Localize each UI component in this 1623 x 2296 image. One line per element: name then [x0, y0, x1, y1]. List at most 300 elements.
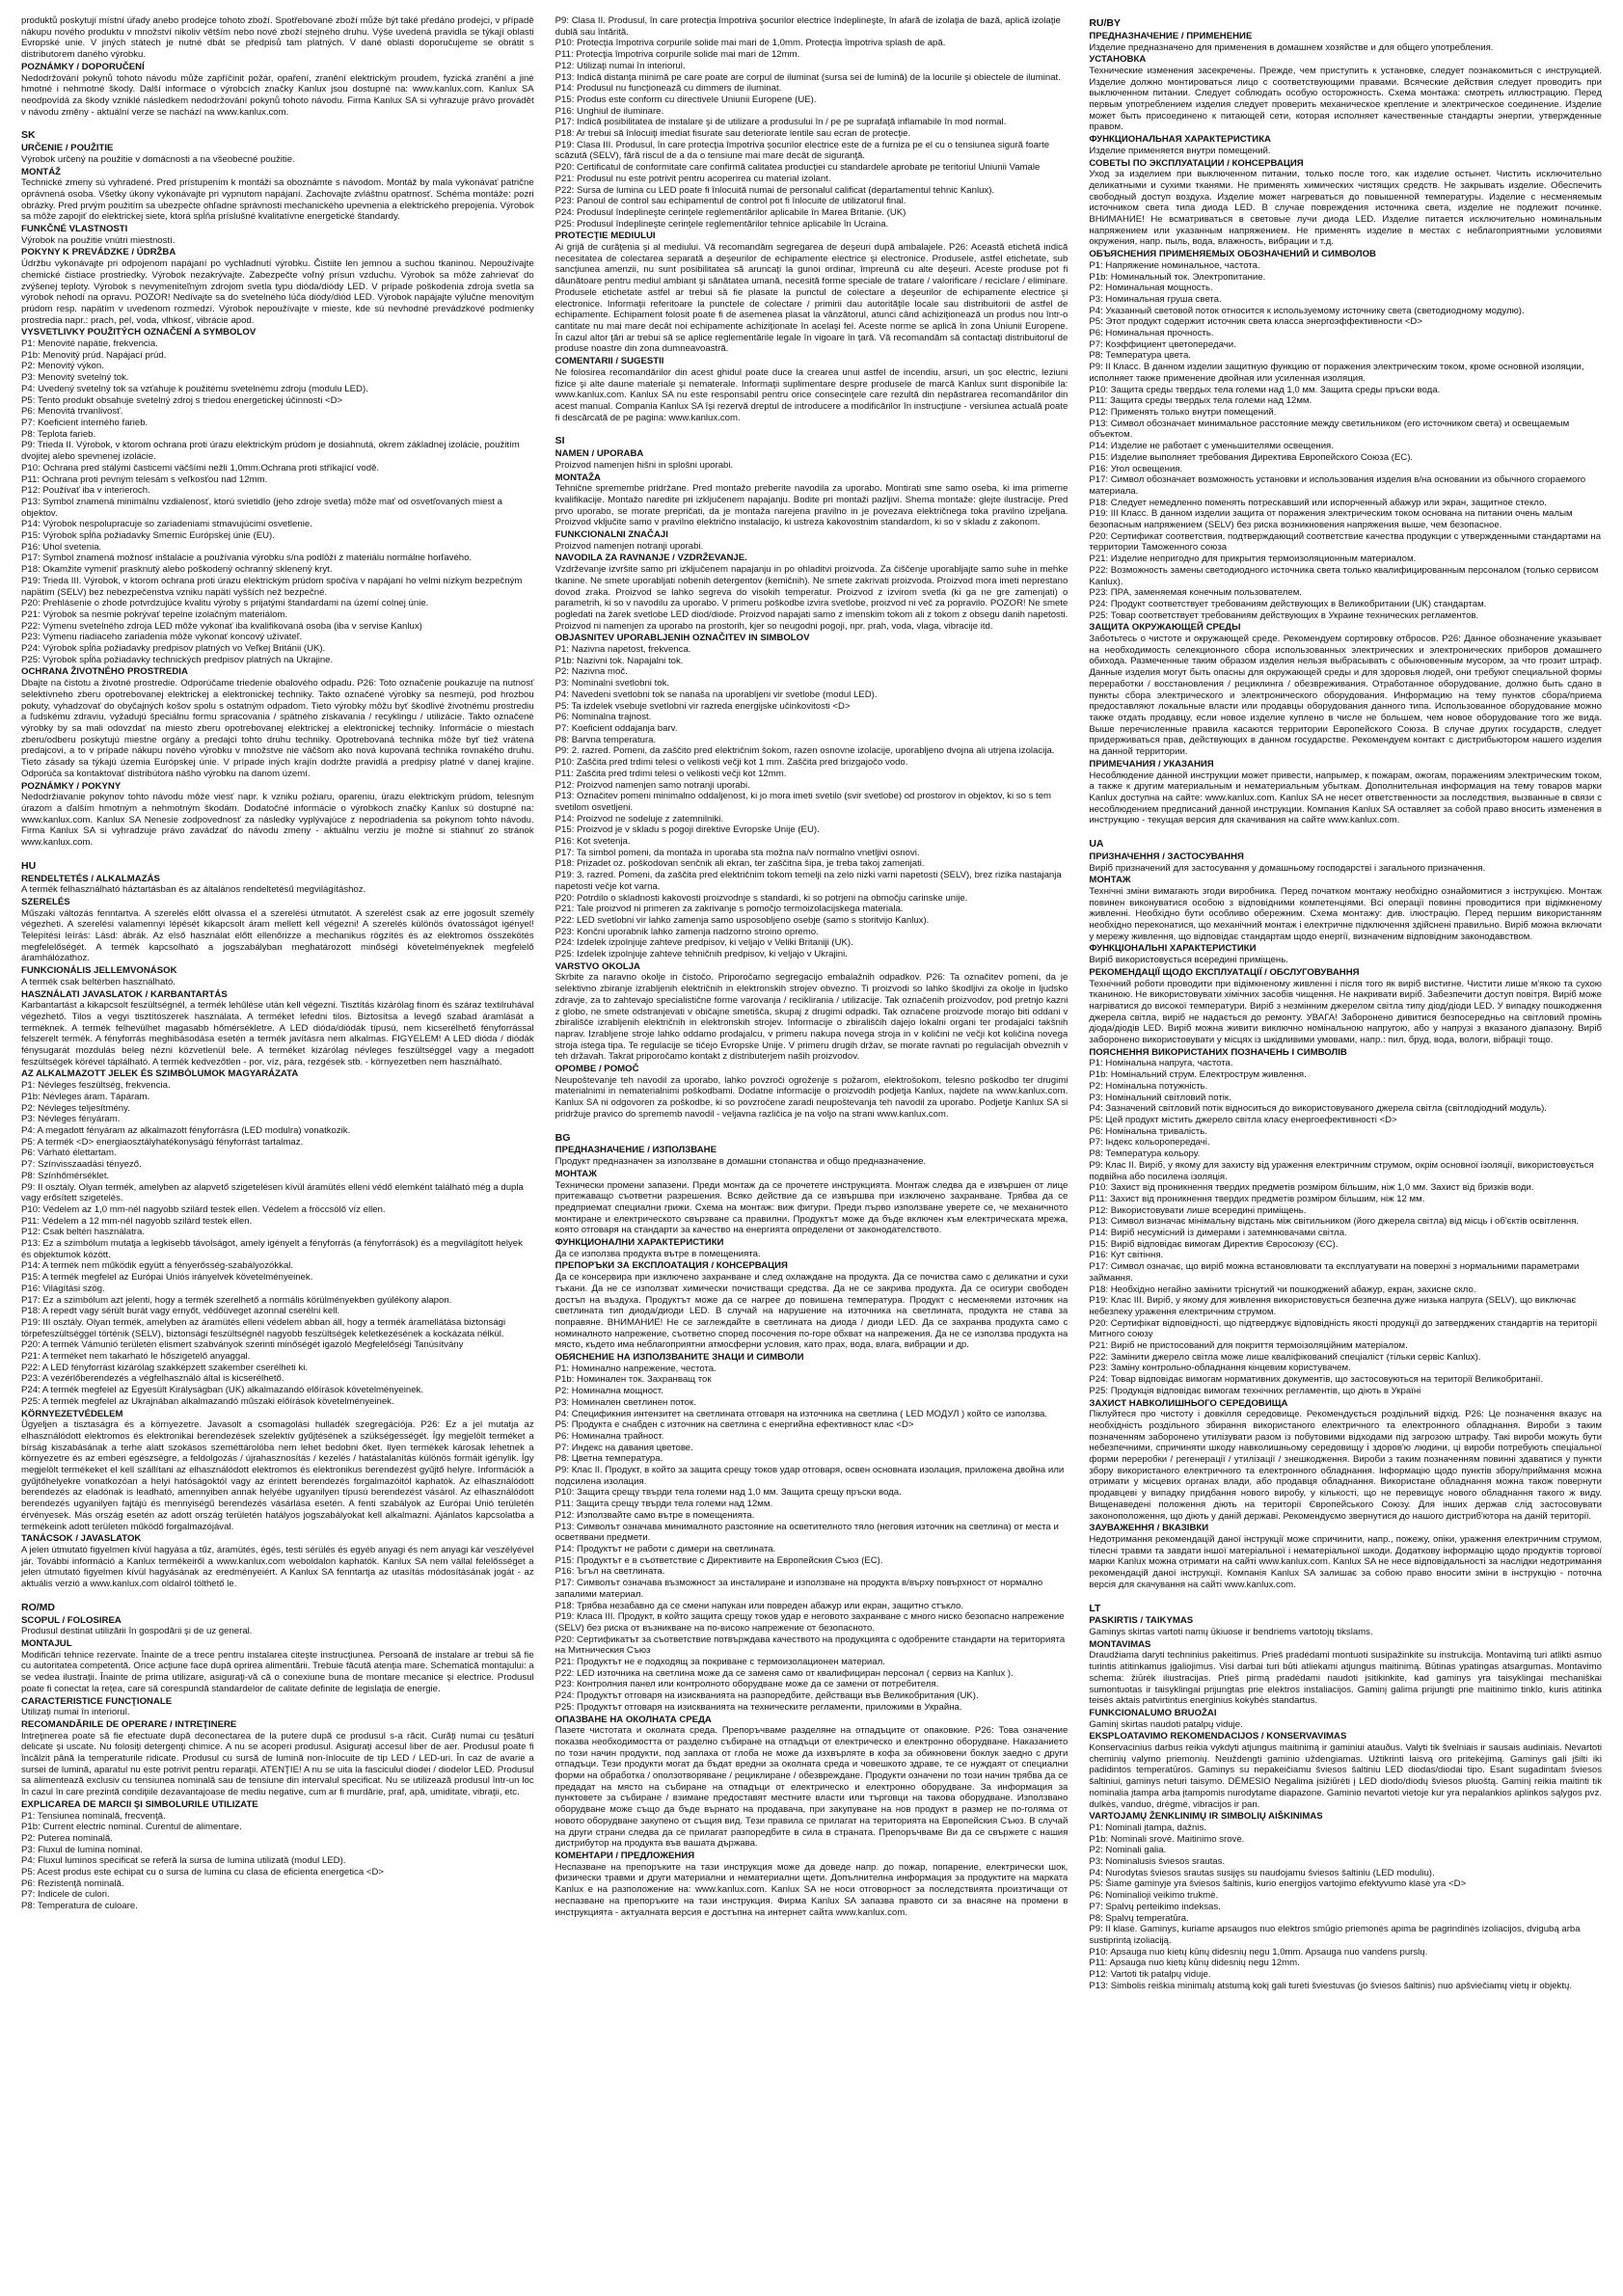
language-section	[21, 129, 534, 848]
symbol-explanation: P1: Névleges feszültség, frekvencia.	[21, 1080, 171, 1092]
column-2	[555, 15, 1068, 2286]
symbol-explanation: P12: Utilizaţi numai în interiorul.	[555, 60, 686, 71]
symbol-explanation: P9: Клас II. Продукт, в който за защита срещу токов удар отговаря, освен основната изолация, приложена двойна или подсилена изолация.	[555, 1465, 1065, 1487]
symbol-explanation: P17: Indică posibilitatea de instalare şi de utilizare a produsului în / pe pe suprafaţă inflamabile în mod normal.	[555, 117, 1007, 128]
symbol-explanation: P12: Vartoti tik patalpų viduje.	[1089, 1969, 1211, 1981]
section-heading: CARACTERISTICE FUNCŢIONALE	[21, 1695, 173, 1707]
section-heading: ПРИЗНАЧЕННЯ / ЗАСТОСУВАННЯ	[1089, 851, 1244, 862]
symbol-explanation: P14: Изделие не работает с уменьшителями освещения.	[1089, 441, 1334, 452]
language-section	[1089, 838, 1602, 1591]
symbol-explanation: P23: ПРА, заменяемая конечным пользователем.	[1089, 587, 1302, 599]
symbol-explanation: P20: Prehlásenie o zhode potvrdzujúce kvalitu výroby s prijatými štandardami na území colnej únie.	[21, 598, 429, 609]
section-heading: FUNKČNÉ VLASTNOSTI	[21, 224, 128, 235]
symbol-explanation: P4: A megadott fényáram az alkalmazott fényforrásra (LED modulra) vonatkozik.	[21, 1124, 351, 1136]
symbol-explanation: P25: Výrobok spĺňa požiadavky technických predpisov platných na Ukrajine.	[21, 654, 334, 665]
section-paragraph: Konservacinius darbus reikia vykdyti atjungus maitinimą ir gaminiui atauðus. Valyti tik švelniais ir sausais audiniais. Nevartoti cheminių valymo priemonių. Neuždengti gaminio uždengiamas. Užtikrinti laisvą oro pritekėjimą. Gaminys gali įšilti iki padidintos temperatūros. Gaminys su nepakeičiamu šviesos šaltiniu LED diodas/diodai tipo. Esant sugadintam šviesos šaltiniui, gaminys neturi taisymo. DĖMESIO Negalima įsižiūrėti į LED diodo/diodų šviesos pluoštą. Gaminį reikia maitinti tik nominalia įtampa arba įtampomis nurodytame diapazone. Gaminio nevartoti vietoje kur yra nepalankios aplinkos sąlygos pvz. dulkės, vanduo, drėgmė, vibracijos ir pan.	[1089, 1742, 1602, 1810]
section-heading: FUNKCIONÁLIS JELLEMVONÁSOK	[21, 965, 177, 977]
symbol-explanation: P22: A LED fényforrást kizárólag szakképzett szakember cserélheti ki.	[21, 1362, 309, 1373]
symbol-explanation: P15: A termék megfelel az Európai Uniós irányelvek követelményeinek.	[21, 1272, 313, 1283]
symbol-explanation: P12: Používať iba v interieroch.	[21, 485, 150, 497]
section-heading: ФУНКЦИОНАЛЬНАЯ ХАРАКТЕРИСТИКА	[1089, 134, 1271, 146]
symbol-explanation: P14: Produsul nu funcţionează cu dimmers de iluminat.	[555, 83, 782, 95]
symbol-explanation: P1: Напряжение номинальное, частота.	[1089, 259, 1260, 271]
section-paragraph: Неспазване на препоръките на тази инструкция може да доведе напр. до пожар, попарение, електрически шок, физически травми и други материални и нематериални щети. Допълнителна информация за продуктите на марката Kanlux е на разположение на: www.kanlux.com. Kanlux SA не носи отговорност за последствията произтичащи от неспазване на препоръките на тази инструкция. Фирма Kanlux SA запазва правото си за внасяне на промени в инструкцията - актуалната версия е достъпна на интернет сайта www.kanlux.com.	[555, 1861, 1068, 1918]
symbol-explanation: P4: Fluxul luminos specificat se referă la sursa de lumina utilizată (modul LED).	[21, 1855, 346, 1867]
section-paragraph: Výrobok určený na použitie v domácnosti a na všeobecné použitie.	[21, 153, 295, 165]
symbol-explanation: P16: Unghiul de iluminare.	[555, 105, 664, 117]
section-heading: NAMEN / UPORABA	[555, 448, 644, 460]
language-code: SK	[21, 129, 36, 142]
symbol-explanation: P1: Номінальна напруга, частота.	[1089, 1058, 1233, 1069]
section-heading: OBJASNITEV UPORABLJENIH OZNAČITEV IN SIMBOLOV	[555, 633, 810, 644]
symbol-explanation: P23: Končni uporabnik lahko zamenja nadzorno stroino opremo.	[555, 926, 819, 937]
symbol-explanation: P4: Зазначений світловий потік відноситься до використовуваного джерела світла (світлодіодний модуль).	[1089, 1103, 1547, 1115]
symbol-explanation: P6: Nominalna trajnost.	[555, 712, 652, 723]
symbol-explanation: P6: Номинална трайност.	[555, 1430, 664, 1442]
section-heading: TANÁCSOK / JAVASLATOK	[21, 1533, 142, 1545]
symbol-explanation: P17: Символ означає, що виріб можна встановлювати та експлуатувати на поверхні з нормальними параметрами займання.	[1089, 1261, 1580, 1283]
section-heading: OCHRANA ŽIVOTNÉHO PROSTREDIA	[21, 666, 188, 678]
language-section	[21, 860, 534, 1590]
section-paragraph: Піклуйтеся про чистоту і довкілля середовище. Рекомендується роздільний відхід. P26: Це позначення вказує на необхідність роздільного збирання використаного електричного та електронного обладнання. Вироби з таким позначенням заборонено утилізувати разом із побутовими відходами під загрозою штрафу. Такі вироби можуть бути небезпечними, спричиняти шкоду навколишньому середовищу і здоров'ю людини, ці вироби потребують спеціальної форми переробки / регенерації / утилізації / знешкодження. Вироби з таким позначенням повинні здаватися у пункти збору використаного електричного та електронного обладнання. Інформацію щодо пунктів збору/приймання можна отримати у місцевих органах влади, або продавця обладнання. Використане обладнання можна також повернути продавцеві у випадку придбання нового виробу, у кількості, що не перевищує нового обладнання такого ж виду. Вищенаведені положення діють на території Європейського Союзу. Для інших держав слід застосовувати законоположення, що діють у даній державі. Рекомендуємо звернутися до нашого дистриб'ютора на даній території.	[1089, 1409, 1602, 1522]
symbol-explanation: P20: Сертификат соответствия, подтверждающий соответствие качества продукции с утвержденными стандартами на территории Таможенного союза	[1089, 530, 1602, 554]
section-heading: ФУНКЦИОНАЛНИ ХАРАКТЕРИСТИКИ	[555, 1237, 724, 1249]
section-heading: MONTAŽA	[555, 472, 601, 483]
symbol-explanation: P13: Indică distanţa minimă pe care poate are corpul de iluminat (sursa sei de lumină) de la locurile şi obiectele de iluminat.	[555, 71, 1061, 83]
symbol-explanation: P6: Rezistenţă nominală.	[21, 1877, 124, 1889]
symbol-explanation: P12: Използвайте само вътре в помещенията.	[555, 1509, 755, 1521]
symbol-explanation: P8: Spalvų temperatūra.	[1089, 1912, 1189, 1924]
symbol-explanation: P22: Замінити джерело світла може лише кваліфікований спеціаліст (тільки сервіс Kanlux).	[1089, 1351, 1481, 1363]
symbol-explanation: P23: Panoul de control sau echipamentul de control pot fi înlocuite de utilizatorul final.	[555, 196, 906, 207]
symbol-explanation: P6: Menovitá trvanlivosť.	[21, 406, 123, 418]
symbol-explanation: P22: LED svetlobni vir lahko zamenja samo usposobljeno osebje (samo s storitvijo Kanlux).	[555, 914, 930, 926]
section-heading: PASKIRTIS / TAIKYMAS	[1089, 1615, 1194, 1627]
section-heading: COMENTARII / SUGESTII	[555, 356, 664, 367]
symbol-explanation: P10: Protecţia împotriva corpurile solide mai mari de 1,0mm. Protecţia împotriva splash de apă.	[555, 38, 946, 49]
symbol-explanation: P16: Uhol svetenia.	[21, 541, 102, 553]
symbol-explanation: P14: Виріб несумісний із димерами і затемнювачами світла.	[1089, 1228, 1347, 1239]
section-paragraph: Dbajte na čistotu a životné prostredie. Odporúčame triedenie obalového odpadu. P26: Toto označenie poukazuje na nutnosť selektívneho zberu opotrebovanej elektrickej a elektronickej techniky. Takto označené výrobky sa nesmejú, pod hrozbou pokuty, vyhadzovať do obyčajných košov spolu s ostatným odpadom. Tieto výrobky môžu byť škodlivé životnému prostrediu a ľudskému zdraviu, vyžadujú špeciálnu formu spracovania / spätného získavania / recyklingu / utilizácie. Takto označené výrobky by sa mali odovzdať na miesto zberu opotrebovanej elektrickej a elektronickej techniky. Informácie o miestach zberu/odberu poskytujú miestne orgány a predajci tohto druhu techniky. Opotrebovaná technika môže byť tiež vrátená predajcovi, a to v prípade nákupu nového výrobku v množstve nie väčšom ako nová kupovaná technika rovnakého druhu. Tieto zásady sa týkajú územia Európskej únie. V prípade iných krajín dodržte pravidlá a predpisy platné v danej krajine. Odporúča sa kontaktovať distribútora nášho výrobku na danom území.	[21, 678, 534, 779]
section-heading: МОНТАЖ	[555, 1168, 597, 1179]
symbol-explanation: P17: Symbol znamená možnosť inštalácie a používania výrobku s/na podlôží z materiálu normálne horľavého.	[21, 553, 473, 564]
symbol-explanation: P24: Výrobok spĺňa požiadavky predpisov platných vo Veľkej Británii (UK).	[21, 643, 326, 655]
symbol-explanation: P10: Zaščita pred trdimi telesi o velikosti večji kot 1 mm. Zaščita pred brizgajočo vodo.	[555, 757, 908, 769]
symbol-explanation: P18: Необхідно негайно замінити тріснутий чи пошкоджений абажур, екран, захисне скло.	[1089, 1283, 1476, 1295]
symbol-explanation: P2: Номінальна потужність.	[1089, 1080, 1208, 1092]
section-heading: PROTECŢIE MEDIULUI	[555, 230, 656, 242]
symbol-explanation: P20: Сертификатът за съответствие потвърждава качеството на продукцията с одобрените стандарти на територията на Митническия Съюз	[555, 1634, 1066, 1657]
symbol-explanation: P16: Кут світіння.	[1089, 1250, 1164, 1261]
symbol-explanation: P21: A terméket nem takarható le hőszigetelő anyaggal.	[21, 1351, 251, 1363]
section-paragraph: Технічний роботи проводити при відімкненому живленні і після того як виріб вистигне. Чистити лише м'якою та сухою тканиною. Не використовувати хімічних засобів чищення. Не накривати виріб. Забезпечити доступ повітря. Виріб може нагріватися до високої температури. Виріб з незмінним джерелом світла типу діод/діоди LED. У випадку пошкодження джерела світла, виріб не надається до ремонту. УВАГА! Заборонено дивитися безпосередньо на світловий промінь діода/діодів LED. Виріб можна живити виключно номінальною напругою, або у напрузі з вказаного діапазону. Виріб заборонено використовувати у місцях із шкідливими умовами, напр.: пил, бруд, вода, вологи, вібрації тощо.	[1089, 978, 1602, 1046]
section-heading: VARSTVO OKOLJA	[555, 960, 640, 972]
symbol-explanation: P16: Világítási szög.	[21, 1283, 105, 1294]
section-heading: ОБЪЯСНЕНИЯ ПРИМЕНЯЕМЫХ ОБОЗНАЧЕНИЙ И СИМВОЛОВ	[1089, 249, 1376, 260]
symbol-explanation: P13: Symbol znamená minimálnu vzdialenosť, ktorú svietidlo (jeho zdroje svetla) môže mať od osvetľovaných miest a objektov.	[21, 496, 502, 519]
symbol-explanation: P12: Використовувати лише всередині приміщень.	[1089, 1204, 1307, 1216]
symbol-explanation: P8: Barvna temperatura.	[555, 734, 657, 745]
section-heading: ФУНКЦІОНАЛЬНІ ХАРАКТЕРИСТИКИ	[1089, 943, 1257, 955]
symbol-explanation: P17: Символът означава възможност за инсталиране и използване на продукта в/върху повърхност от нормално запалими материал.	[555, 1578, 1043, 1600]
symbol-explanation: P19: Класа III. Продукт, в който защита срещу токов удар е неговото захранване с много ниско безопасно напрежение (SELV) без риска от възникване на по-високо напрежение от безопасното.	[555, 1611, 1065, 1634]
symbol-explanation: P24: A termék megfelel az Egyesült Királyságban (UK) alkalmazandó előírások követelményeinek.	[21, 1385, 424, 1396]
symbol-explanation: P3: Nominalni svetlobni tok.	[555, 678, 670, 689]
symbol-explanation: P13: Ez a szimbólum mutatja a legkisebb távolságot, amely igényelt a fényforrás (a fényforrások) és a megvilágított helyek és objektumok között.	[21, 1238, 523, 1260]
symbol-explanation: P24: Produsul îndeplineşte cerinţele reglementărilor aplicabile în Marea Britanie. (UK)	[555, 206, 906, 218]
symbol-explanation: P16: Kot svetenja.	[555, 836, 631, 848]
symbol-explanation: P5: Ta izdelek vsebuje svetlobni vir razreda energijske učinkovitosti <D>	[555, 700, 851, 712]
language-section	[555, 1132, 1068, 1919]
symbol-explanation: P2: Nazivna moč.	[555, 666, 628, 678]
symbol-explanation: P3: Menovitý svetelný tok.	[21, 372, 129, 384]
symbol-explanation: P15: Продуктът е в съответствие с Директивите на Европейския Съюз (ЕС).	[555, 1554, 883, 1566]
symbol-explanation: P1b: Номінальний струм. Електрострум живлення.	[1089, 1069, 1307, 1081]
symbol-explanation: P12: Применять только внутри помещений.	[1089, 407, 1277, 418]
symbol-explanation: P14: Výrobok nespolupracuje so zariadeniami stmavujúcimi osvetlenie.	[21, 519, 312, 530]
section-paragraph: Пазете чистотата и околната среда. Препоръчваме разделяне на отпадъците от опаковкие. P26: Това означение показва необходимостта от разделно събиране на отпадъци от електрическо и електронно оборудване. Наказанието по този начин продукти, под заплаха от глоба не може да изхвърляте в кофа за обикновени боклук заедно с други отпадъци. Тези продукти могат да бъдат вредни за околната среда и човешкото здраве, те се нуждаят от специални форми на обработка / оползотворяване / рециклиране / обезвреждане. Продукти означени по този начин трябва да се предадат на място на събиране на отпадъци от електрическо и електронно оборудване. За информация за пунктовете за събиране / взимане предоставят местните власти или търговци на такова оборудване. Използвано оборудване може също да бъде върнато на продавача, при закупуване на нов продукт в размер не по-голяма от новото оборудване закупено от същия вид. Тези правила се прилагат на територията на Европейския Съюз. В случай на други страни следва да се прилагат разпоредбите в сила в страната. Препоръчваме Ви да се свържете с нашия дистрибутор на продукта във вашата държава.	[555, 1725, 1068, 1850]
section-paragraph: Ai grijă de curăţenia şi al mediului. Vă recomandăm segregarea de deşeuri după ambalajele. P26: Această etichetă indică necesitatea de colectarea separată a deşeurilor de echipamente electrice şi electronice. Produsele, astfel etichetate, sub sancţiunea amenzii, nu sunt posibilitatea să aruncaţi la gunoi ordinar, împreună cu alte deşeuri. Aceste produse pot fi dăunătoare pentru mediul ambiant şi sănătatea umană, necesită forme speciale de tratare / valorificare / reciclare / eliminare. Produsele etichetate astfel ar trebui să fie plasate la punctul de colectare a deşeurilor de echipamente electrice şi electronice. Informaţii referitoare la punctele de colectare / primirii dau autorităţile locale sau distribuitorii de astfel de echipamente. Echipament folosit poate fi de asemenea plasat la vânzătorul, atunci când achiziţionează un produs nou într-o cantitate nu mai mare decât noi echipamente achiziţionate în acelaşi fel. Aceste norme se aplică în zona Uniunii Europene. În cazul altor ţări ar trebui să se aplice reglementările legale în vigoare în ţară. Vă recomandăm să contactaţi distribuitorul de produse noastre din zona dumneavoastră.	[555, 242, 1068, 355]
section-heading: ОПАЗВАНЕ НА ОКОЛНАТА СРЕДА	[555, 1714, 712, 1725]
symbol-explanation: P14: A termék nem működik együtt a fényerősség-szabályozókkal.	[21, 1260, 294, 1272]
symbol-explanation: P13: Символ визначає мінімальну відстань між світильником (його джерела світла) від місць і об'єктів освітлення.	[1089, 1216, 1580, 1228]
symbol-explanation: P13: Simbolis reiškia minimalų atstumą kokį gali turėti šviestuvas (jo šviesos šaltinis) nuo apšviečiamų vietų ir objektų.	[1089, 1980, 1573, 1991]
symbol-explanation: P18: Prizadet oz. poškodovan senčnik ali ekran, ter zaščitna šipa, je treba takoj zamenjati.	[555, 858, 925, 870]
section-heading: POZNÁMKY / POKYNY	[21, 780, 122, 792]
language-code: BG	[555, 1131, 571, 1144]
symbol-explanation: P8: Температура кольору.	[1089, 1148, 1201, 1160]
symbol-explanation: P25: Продукція відповідає вимогам технічних регламентів, що діють в Україні	[1089, 1385, 1421, 1396]
section-heading: MONTAJUL	[21, 1638, 72, 1650]
section-paragraph: Продукт предназначен за използване в домашни стопанства и общо предназначение.	[555, 1156, 927, 1168]
symbol-explanation: P18: Ar trebui să înlocuiţi imediat fisurate sau deteriorate lentile sau ecran de protecţie.	[555, 128, 911, 140]
symbol-explanation: P9: Clasa II. Produsul, în care protecţia împotriva şocurilor electrice îndeplineşte, în afară de izolaţia de bază, aplică izolaţie dublă sau întărită.	[555, 15, 1061, 38]
symbol-explanation: P10: Защита срещу твърди тела големи над 1,0 мм. Защита срещу пръски вода.	[555, 1487, 902, 1499]
symbol-explanation: P10: Védelem az 1,0 mm-nél nagyobb szilárd testek ellen. Védelem a fröccsölő víz ellen.	[21, 1203, 386, 1215]
symbol-explanation: P4: Navedeni svetlobni tok se nanaša na uporabljeni vir svetlobe (modul LED).	[555, 689, 878, 700]
symbol-explanation: P8: Temperatura de culoare.	[21, 1901, 138, 1912]
section-heading: URČENIE / POUŽITIE	[21, 143, 114, 154]
symbol-explanation: P8: Teplota farieb.	[21, 428, 96, 440]
symbol-explanation: P5: A termék <D> energiaosztályhatékonyságú fényforrást tartalmaz.	[21, 1136, 304, 1148]
symbol-explanation: P23: Výmenu riadiaceho zariadenia môže vykonať koncový užívateľ.	[21, 632, 303, 643]
symbol-explanation: P1b: Menovitý prúd. Napájací prúd.	[21, 349, 167, 361]
symbol-explanation: P21: Продуктът не е подходящ за покриване с термоизолационен материал.	[555, 1657, 885, 1668]
section-heading: ПРЕДНАЗНАЧЕНИЕ / ИЗПОЛЗВАНЕ	[555, 1145, 717, 1156]
symbol-explanation: P15: Изделие выполняет требования Директива Европейского Союза (ЕС).	[1089, 451, 1414, 463]
symbol-explanation: P22: Возможность замены светодиодного источника света только квалифицированным персоналом (только сервисом Kanlux).	[1089, 564, 1599, 587]
section-paragraph: Nedodržování pokynů tohoto návodu může zapříčinit požár, opaření, zranění elektrickým proudem, fyzická zranění a jiné hmotné i nehmotné škody. Další informace o výrobcích značky Kanlux jsou dostupné na: www.kanlux.com. Kanlux SA neodpovídá za škody vzniklé následkem nedodržování pokynů tohoto návodu. Firma Kanlux SA si vyhrazuje právo provádět v návodu změny - aktuální verze se nachází na www.kanlux.com.	[21, 72, 534, 118]
section-heading: EKSPLOATAVIMO REKOMENDACIJOS / KONSERVAVIMAS	[1089, 1731, 1347, 1742]
symbol-explanation: P3: Номинален светлинен поток.	[555, 1396, 696, 1408]
symbol-explanation: P2: Номинална мощност.	[555, 1386, 663, 1397]
symbol-explanation: P25: Izdelek izpolnjuje zahteve tehničnih predpisov, ki veljajo v Ukrajini.	[555, 949, 848, 960]
section-heading: POKYNY K PREVÁDZKE / ÚDRŽBA	[21, 247, 176, 258]
symbol-explanation: P14: Продуктът не работи с димери на светлината.	[555, 1544, 776, 1554]
section-paragraph: Utilizaţi numai în interiorul.	[21, 1707, 130, 1718]
symbol-explanation: P7: Індекс кольоропередачі.	[1089, 1137, 1210, 1148]
section-heading: КОМЕНТАРИ / ПРЕДЛОЖЕНИЯ	[555, 1850, 695, 1861]
symbol-explanation: P12: Proizvod namenjen samo notranji uporabi.	[555, 779, 750, 791]
language-section	[21, 1602, 534, 1912]
symbol-explanation: P16: Ъгъл на светлината.	[555, 1566, 665, 1578]
language-code: SI	[555, 435, 565, 447]
symbol-explanation: P1: Номинално напрежение, честота.	[555, 1363, 717, 1374]
symbol-explanation: P21: Tale proizvod ni primeren za zakrivanje s pomočjo termoizolacijskega materiala.	[555, 904, 904, 915]
symbol-explanation: P1: Menovité napätie, frekvencia.	[21, 338, 158, 350]
symbol-explanation: P17: Ta simbol pomeni, da montaža in uporaba sta možna na/v normalno vnetljivi osnovi.	[555, 847, 920, 858]
symbol-explanation: P2: Menovitý výkon.	[21, 361, 104, 372]
section-heading: ПОЯСНЕННЯ ВИКОРИСТАНИХ ПОЗНАЧЕНЬ І СИМВОЛІВ	[1089, 1046, 1347, 1058]
language-section	[1089, 1603, 1602, 1992]
section-paragraph: Gaminį skirtas naudoti patalpų viduje.	[1089, 1718, 1243, 1730]
symbol-explanation: P22: Výmenu svetelného zdroja LED môže vykonať iba kvalifikovaná osoba (iba v servise Kanlux)	[21, 620, 422, 632]
symbol-explanation: P10: Ochrana pred stálými časticemi väčšími nežli 1,0mm.Ochrana proti stříkající vodě.	[21, 462, 380, 473]
symbol-explanation: P25: Товар соответствует требованиям действующих в Украине технических регламентов.	[1089, 609, 1479, 621]
section-paragraph: Технические изменения засекречены. Прежде, чем приступить к установке, следует познакомиться с инструкцией. Изделие должно монтироваться лицо с соответствующими правами. Всяческие действия следует проводить при выключенном питании. Следует соблюдать особую осторожность. Схема монтажа: смотреть иллюстрацию. Перед первым употреблением изделия следует проверить механическое крепление и электрическое соединение. Изделие может быть присоединено к питающей сети, которая исполняет качественные стандарты энергии, утвержденные правом.	[1089, 65, 1602, 133]
symbol-explanation: P7: Spalvų perteikimo indeksas.	[1089, 1901, 1221, 1912]
symbol-explanation: P4: Nurodytas šviesos srautas susijęs su naudojamu šviesos šaltiniu (LED moduliu).	[1089, 1867, 1435, 1878]
symbol-explanation: P20: Certificatul de conformitate care confirmă calitatea producţiei cu standardele aprobate pe teritoriul Uniunii Vamale	[555, 162, 1041, 174]
symbol-explanation: P7: Színvisszaadási tényező.	[21, 1159, 142, 1171]
section-paragraph: Produsul destinat utilizării în gospodării şi de uz general.	[21, 1626, 253, 1637]
section-heading: ЗАЩИТА ОКРУЖАЮЩЕЙ СРЕДЫ	[1089, 622, 1241, 634]
symbol-explanation: P18: Okamžite vymeniť prasknutý alebo poškodený ochranný sklenený kryt.	[21, 564, 333, 576]
symbol-explanation: P23: A vezérlőberendezés a végfelhasználó által is kicserélhető.	[21, 1373, 284, 1385]
section-paragraph: Neupoštevanje teh navodil za uporabo, lahko povzroči ogroženje s požarom, elektrošokom, telesno poškodbo ter drugimi materialnimi in nematerialnimi poškodbami. Dodatne informacije o proizvodih podjetja Kanlux, najdete na www.kanlux.com. Kanlux SA ni odgovoren za poškodbe, ki so povzročene zaradi neupoštevanja teh navodil za uporabo. Podjetje Kanlux SA si pridržuje pravico do sprememb navodil - veljavna različica je na voljo na strani www.kanlux.com.	[555, 1074, 1068, 1120]
symbol-explanation: P15: Proizvod je v skladu s pogoji direktive Evropske Unije (EU).	[555, 824, 820, 836]
symbol-explanation: P22: Sursa de lumina cu LED poate fi înlocuită numai de personalul calificat (departamentul tehnic Kanlux).	[555, 184, 995, 196]
symbol-explanation: P14: Proizvod ne sodeluje z zatemnilniki.	[555, 813, 724, 824]
symbol-explanation: P19: III Класс. В данном изделии защита от поражения электрическим током основана на питании очень малым безопасным напряжением (SELV) без риска возникновения напряжения выше, чем безопасное.	[1089, 508, 1573, 531]
section-paragraph: Заботьтесь о чистоте и окружающей среде. Рекомендуем сортировку отбросов. P26: Данное обозначение указывает на необходимость селекционного сбора использованных электрических и электронических приборов домашнего обихода. Размеченные таким образом изделия нельзя выбрасывать с обыкновенным мусором, за что грозит штраф. Данные изделия могут быть опасны для окружающей среды и для здоровья людей, они требуют специальной формы переработки / восстановления / рециклинга / обезвреживания. Отработанное оборудование, должно быть сдано в пункты сбора электрического и электронического оборудования. Информацию на тему пунктов сбора/приема предоставляют локальные власти или продавцы оборудования данного типа. Использованное оборудование можно также отдать продавцу, если новое изделие куплено в числе не большем, чем новое оборудование того же вида. Выше перечисленные правила касаются территории Европейского Союза. В случае других государств, следует придерживаться прав, действующих в данном государстве. Рекомендуем контакт с дистрибьютором нашего изделия на данной территории.	[1089, 634, 1602, 758]
section-heading: СОВЕТЫ ПО ЭКСПЛУАТАЦИИ / КОНСЕРВАЦИЯ	[1089, 157, 1304, 169]
language-section	[21, 15, 534, 118]
symbol-explanation: P23: Заміну контрольно-обладнання кінцевим користувачем.	[1089, 1363, 1351, 1374]
symbol-explanation: P8: Színhőmérséklet.	[21, 1170, 110, 1181]
section-paragraph: Tehnične spremembe pridržane. Pred montažo preberite navodila za uporabo. Montirati sme samo oseba, ki ima primerne kvalifikacije. Montažo naredite pri izključenem napajanju. Bodite pri montaži pazljivi. Shema montaže: glejte ilustracije. Pred prvo uporabo, se morate prepričati, da je montaža narejena pravilno in je povezava električnega toka pravilno izpeljana. Proizvod vključite samo v pravilno električno instalacijo, ki ustreza kakovostnim standardom, ki so v skladu z zakonom.	[555, 483, 1068, 528]
symbol-explanation: P3: Номинальная груша света.	[1089, 293, 1222, 305]
symbol-explanation: P13: Символ обозначает минимальное расстояние между светильником (его источником света) и освещаемым объектом.	[1089, 418, 1570, 441]
symbol-explanation: P6: Várható élettartam.	[21, 1148, 117, 1159]
symbol-explanation: P9: II klasė. Gaminys, kuriame apsaugos nuo elektros smūgio priemonės apima be pagrindinės izoliacijos, dvigubą arba sustiprintą izoliaciją.	[1089, 1924, 1581, 1946]
symbol-explanation: P19: Клас III. Виріб, у якому для живлення використовується безпечна дуже низька напруга (SELV), що виключає небезпеку ураження електричним струмом.	[1089, 1295, 1577, 1317]
section-paragraph: Údržbu vykonávajte pri odpojenom napájaní po vychladnutí výrobku. Čistiite len jemnou a suchou tkaninou. Nepoužívajte chemické čistiace prostriedky. Výrobok nezakrývajte. Zabezpečte voľný prísun vzduchu. Výrobok sa môže zahrievať do zvýšenej teploty. Výrobok s nevymeniteľným zdrojom svetla typu dióda/diódy LED. V prípade poškodenia zdroja svetla sa výrobok nehodí na opravu. POZOR! Nedívajte sa do svetelného lúča diódy/diód LED. Výrobok napájajte výlučne menovitým prúdom resp. napätím v uvedenom rozmedzí. Výrobok nepoužívajte v mieste, kde sú nevhodné prevádzkové podmienky prostredia napr.: prach, pel, voda, vlhkosť, vibrácie apod.	[21, 258, 534, 326]
symbol-explanation: P21: Produsul nu este potrivit pentru acoperirea cu material izolant.	[555, 173, 831, 184]
column-3	[1089, 15, 1602, 2286]
symbol-explanation: P25: Produsul îndeplineşte cerinţele reglementărilor tehnice aplicabile în Ucraina.	[555, 218, 889, 230]
symbol-explanation: P7: Индекс на давания цветове.	[555, 1442, 693, 1453]
symbol-explanation: P24: Izdelek izpolnjuje zahteve predpisov, ki veljajo v Veliki Britaniji (UK).	[555, 937, 853, 949]
section-heading: ПРЕПОРЪКИ ЗА ЕКСПЛОАТАЦИЯ / КОНСЕРВАЦИЯ	[555, 1260, 788, 1272]
symbol-explanation: P15: Виріб відповідає вимогам Директив Євросоюзу (ЄС).	[1089, 1238, 1339, 1250]
section-paragraph: Уход за изделием при выключенном питании, только после того, как изделие остынет. Чистить исключительно деликатными и сухими тканями. Не применять химических чистящих средств. Не закрывать изделие. Обеспечить свободный доступ воздуха. Изделие может нагреваться до повышенной температуры. Изделие с несменяемым источником света типа диода LED. В случае повреждения источника света, изделие не подлежит починке. ВНИМАНИЕ! Не всматриваться в световые лучи диода LED. Изделие питается исключительно номинальным напряжением или указанным напряжением. Не применять изделие в местах с неблагоприятными условиями окружения, напр. пыль, вода, влажность, вибрации и т.д.	[1089, 169, 1602, 248]
symbol-explanation: P5: Продукта е снабден с източник на светлина с енергийна ефективност клас <D>	[555, 1419, 914, 1431]
section-heading: HASZNÁLATI JAVASLATOK / KARBANTARTÁS	[21, 988, 228, 1000]
section-paragraph: Изделие применяется внутри помещений.	[1089, 145, 1271, 156]
section-heading: ПРЕДНАЗНАЧЕНИЕ / ПРИМЕНЕНИЕ	[1089, 30, 1253, 41]
section-heading: VARTOJAMŲ ŽENKLINIMŲ IR SIMBOLIŲ AIŠKINIMAS	[1089, 1811, 1323, 1823]
section-paragraph: Ügyeljen a tisztaságra és a környezetre. Javasolt a csomagolási hulladék szegregációja. P26: Ez a jel mutatja az elhasználódott elektromos és elektronikai berendezések szelektív gyűjtésének a szükségességét. Így megjelölt terméket a bírság kiszabásának a terhe alatt szokásos szeméttárolóba nem lehet bedobni őket. Ilyen termékek károsak lehetnek a környezetre és az emberi egészségre, a feldolgozás / újrahasznosítás / kezelés / hatástalanítás különös formáit igénylik. Így megjelölt termékeket el kell szállítani az elhasználódott elektromos és elektronikus berendezést gyűjtő helyre. Információk a gyűjtőhelyekre vonatkozóan a helyi hatóságoktól vagy az érintett berendezés forgalmazóitól kaphatók. Az elhasználódott berendezés az eladónak is leadható, amennyiben annak helyébe ugyanilyen típusú berendezést vásárol. Az elhasználódott berendezés ugyanilyen fajtájú és mennyiségű berendezés vásárlása esetén. A fenti szabályok az Európai Unió területén érvényesek. Más ország esetén az adott ország területén hatályos jogszabályokat kell alkalmazni. Ajánlatos kapcsolatba a termékeink adott területen működő forgalmazójával.	[21, 1419, 534, 1532]
symbol-explanation: P15: Produs este conform cu directivele Uniunii Europene (UE).	[555, 94, 817, 105]
symbol-explanation: P5: Этот продукт содержит источник света класса энергоэффективности <D>	[1089, 316, 1422, 328]
section-paragraph: Skrbite za naravno okolje in čistočo. Priporočamo segregacijo embalažnih odpadkov. P26: Ta označitev pomeni, da je selektivno zbiranje izrabljenih električnih in elektronskih strojev obvezno. Ti proizvodi so lahko škodljivi za okolje in ljudsko zdravje, za to zahtevajo specialistične forme varovanja / reciklirania / utilizacije. Tak označenih proizvodov, pod pretnjo kazni z globo, ne smete odstranjevati v običajne smetiščа, skupaj z drugimi odpadki. Tak označene proizvode morajo biti oddani v zbirališče izrabljenih električnih in elektronskih strojev. Informacije o zbirališčih dajejo lokalni organi ter prodajalci takšnih naprav. Izrabljene stroje lahko oddamo prodajalcu, v primeru nakupa novega stroja in v količini ne večji kot količina novega stroja istega tipa. Te regulacije se tičejo Evropske Unije. V primeru drugih držav, se morate ravnati po regulacijah obveznih v teh državah. Takrat priporočamo kontakt z distributerjem naših proizvodov.	[555, 972, 1068, 1063]
symbol-explanation: P1b: Номинален ток. Захранващ ток	[555, 1374, 712, 1386]
section-paragraph: Gaminys skirtas vartoti namų ūkiuose ir bendriems vartotojų tikslams.	[1089, 1627, 1373, 1638]
symbol-explanation: P23: Контролния панел или контролното оборудване може да се замени от потребителя.	[555, 1679, 939, 1690]
symbol-explanation: P19: III osztály. Olyan termék, amelyben az áramütés elleni védelem abban áll, hogy a termék áramellátása biztonsági törpefeszültséggel történik (SELV), biztonsági feszültségnél nagyobb feszültségek keletkezésének a kockázata nélkül.	[21, 1316, 506, 1339]
symbol-explanation: P9: II osztály. Olyan termék, amelyben az alapvető szigetelésen kívül áramütés elleni védő elemként található még a dupla vagy erősített szigetelés.	[21, 1181, 524, 1204]
symbol-explanation: P11: Захист від проникнення твердих предметів розміром більшим, ніж 12 мм.	[1089, 1193, 1425, 1204]
symbol-explanation: P7: Indicele de culori.	[21, 1889, 110, 1901]
symbol-explanation: P24: Продуктът отговаря на изискванията на разпоредбите, действащи във Великобритания (UK).	[555, 1690, 979, 1702]
symbol-explanation: P1b: Névleges áram. Tápáram.	[21, 1091, 150, 1102]
symbol-explanation: P9: Trieda II. Výrobok, v ktorom ochrana proti úrazu elektrickým prúdom je dosiahnutá, okrem základnej izolácie, použitím dvojitej alebo spevnenej izolácie.	[21, 440, 520, 463]
section-heading: POZNÁMKY / DOPORUČENÍ	[21, 61, 145, 72]
section-heading: ЗАХИСТ НАВКОЛИШНЬОГО СЕРЕДОВИЩА	[1089, 1397, 1288, 1409]
symbol-explanation: P1b: Nominali srovė. Maitinimo srovė.	[1089, 1833, 1245, 1845]
symbol-explanation: P10: Защита среды твердых тела големи над 1,0 мм. Защита среды пръски вода.	[1089, 384, 1441, 395]
symbol-explanation: P20: A termék Vámunió területén elismert szabványok szerinti minőségét igazoló Megfelelőségi Tanúsítvány	[21, 1339, 464, 1351]
symbol-explanation: P9: 2. razred. Pomeni, da zaščito pred električnim šokom, razen osnovne izolacije, uporabljeno dvojna ali utrjena izolacija.	[555, 745, 1055, 757]
symbol-explanation: P17: Ez a szimbólum azt jelenti, hogy a termék szerelhető a normális körülményekben gyúlékony alapon.	[21, 1294, 452, 1306]
section-paragraph: Technické zmeny sú vyhradené. Pred prístupením k montáži sa oboznámte s návodom. Montáž by mala vykonávať patrične oprávnená osoba. Všetky úkony vykonávajte pri vypnutom napájaní. Zachovajte zvláštnu opatrnosť. Schéma montáže: pozri obrázky. Pred prvým použitím sa ubezpečte ohľadne správnosti mechanického upevnenia a elektrického prepojenia. Výrobok sa môže zapojiť do elektrickej siete, ktorá spĺňa príslušné kvalitatívne energetické štandardy.	[21, 177, 534, 223]
section-paragraph: produktů poskytují místní úřady anebo prodejce tohoto zboží. Spotřebované zboží může být také předáno prodejci, v případě nákupu nového produktu v množství nikoliv větším nebo nové zboží stejného druhu. Výše uvedená pravidla se týkají oblasti Evropské unie. V jiných státech je nutné dbát se předpisů tam platných. V dané oblasti doporučujeme se obrátit s distributorem daného výrobku.	[21, 15, 534, 61]
symbol-explanation: P3: Номінальний світловий потік.	[1089, 1092, 1231, 1103]
section-heading: SZERELÉS	[21, 896, 70, 907]
symbol-explanation: P1: Nominali įtampa, dažnis.	[1089, 1822, 1206, 1833]
symbol-explanation: P3: Névleges fényáram.	[21, 1114, 121, 1125]
section-heading: RENDELTETÉS / ALKALMAZÁS	[21, 873, 160, 884]
section-heading: ОБЯСНЕНИЕ НА ИЗПОЛЗВАНИТЕ ЗНАЦИ И СИМВОЛИ	[555, 1352, 804, 1364]
section-paragraph: Несоблюдение данной инструкции может привести, напрымер, к пожарам, ожогам, поражениям электрическим током, а также к другим материальным и нематериальным убыткам. Дополнительная информация на тему товаров марки Kanlux доступна на сайте: www.kanlux.com. Kanlux SA не несет ответственности за последствия, вызванные в связи с несоблюдением предписаний данной инструкции. Компания Kanlux SA оставляет за собой право вносить изменения в инструкцию - текущая версия для скачивания на сайте www.kanlux.com.	[1089, 770, 1602, 826]
language-code: LT	[1089, 1602, 1101, 1614]
symbol-explanation: P13: Символът означава минималното разстояние на осветителното тяло (неговия източник на светлина) от места и осветявани предмети.	[555, 1521, 1059, 1544]
symbol-explanation: P25: Продуктът отговаря на изискванията на техническите регламенти, приложими в Украйна.	[555, 1701, 962, 1713]
symbol-explanation: P7: Koeficient interného farieb.	[21, 418, 149, 428]
symbol-explanation: P20: Сертифікат відповідності, що підтверджує відповідність якості продукції до затверджених стандартів на території Митного союзу	[1089, 1317, 1598, 1340]
symbol-explanation: P18: Следует немедленно поменять потрескавший или испорченный абажур или экран, защитное стекло.	[1089, 497, 1547, 508]
section-paragraph: Výrobok na použitie vnútri miestností.	[21, 234, 176, 246]
symbol-explanation: P11: Protecţia împotriva corpurile solide mai mari de 12mm.	[555, 49, 800, 61]
section-heading: KÖRNYEZETVÉDELEM	[21, 1408, 123, 1419]
symbol-explanation: P11: Ochrana proti pevným telesám s veľkosťou nad 12mm.	[21, 473, 268, 485]
section-heading: OPOMBE / POMOČ	[555, 1064, 639, 1075]
section-paragraph: Технически промени запазени. Преди монтаж да се прочетете инструкцията. Монтаж следва да е извършен от лице притежаващо съответни разрешения. Всяко действие да се извършва при изключено захранване. Трябва да се предприемат специални грижи. Схема на монтаж: виж фигури. Преди първо използване уверете се, че механичното монтиране и електрическото свързване са правилни. Продуктът може да бъде включен към електрическата мрежа, която отговаря на стандарти за качество на енергията определени от законодателството.	[555, 1179, 1068, 1236]
section-paragraph: Intreţinerea poate să fie efectuate după deconectarea de la putere după ce produsul s-a răcit. Curăţi numai cu ţesături delicate şi uscate. Nu folosiţi detergenţi chimice. A nu se acoperi produsul. Asiguraţi accesul liber de aer. Produsul poate fi încălzit până la temperaturile ridicate. Produsul cu sursă de lumină non-înlocuite de tip LED / LED-uri. În caz de avarie a sursei de lumină, aparatul nu este potrivit pentru reparaţii. ATENŢIE! A nu se uita la fasciculul diodei / diodelor LED. Produsul sa alimentează exclusiv cu tensiunea nominală sau de tensiune din intervalul specificat. Nu se utilizează produsul într-un loc în cazul în care prezintă condiţiile dezavantajoase de mediu negative, cum ar fi murdărie, praf, apă, umiditate, vibraţii, etc.	[21, 1730, 534, 1798]
symbol-explanation: P2: Nominali galia.	[1089, 1845, 1167, 1856]
symbol-explanation: P24: Продукт соответствует требованиям действующих в Великобритании (UK) стандартам.	[1089, 598, 1487, 609]
symbol-explanation: P21: Výrobok sa nesmie pokrývať tepelne izolačným materiálom.	[21, 608, 288, 620]
symbol-explanation: P18: A repedt vagy sérült burát vagy ernyőt, védőüveget azonnal cserélni kell.	[21, 1306, 340, 1317]
symbol-explanation: P18: Трябва незабавно да се смени напукан или повреден абажур или екран, защитно стъкло.	[555, 1600, 964, 1611]
symbol-explanation: P12: Csak beltéri használatra.	[21, 1227, 145, 1238]
symbol-explanation: P2: Puterea nominală.	[21, 1832, 113, 1844]
symbol-explanation: P5: Acest produs este echipat cu o sursa de lumina cu clasa de eficienta energetica <D>	[21, 1867, 384, 1878]
language-code: RO/MD	[21, 1601, 55, 1613]
symbol-explanation: P19: Clasa III. Produsul, în care protecţia împotriva şocurilor electrice este de a furniza pe el cu o tensiunea sigură foarte scăzută (SELV), fără riscul de a da o tensiune mai mare decât de siguranţă.	[555, 139, 1050, 162]
section-paragraph: Vzdrževanje izvršite samo pri izključenem napajanju in po ohladitvi proizvoda. Za čiščenje uporabljajte samo suhe in mehke tkanine. Ne smete uporabljati nobenih detergentov (kemičnih). Ne smete zakrivati proizvoda. Proizvod mora imeti neprestano dovod zraka. Proizvod se lahko segreva do visokih temperatur. Proizvod z izvirom svetla (ki ga ne gre zamenjati) o parametrih, ki so v navodilu za uporabo. V primeru poškodbe izvira svetlobe, proizvod ni več za popravilo. POZOR! Ne smete pogledati na žarek svetlobe LED diod/diode. Proizvod napajati samo z imenskim tokom ali z tokom z obsegu danih napetosti. Proizvod ni namenjen za uporabo na prostorih, kjer so neugodni pogoji, npr. prah, voda, vlaga, vibracije itd.	[555, 564, 1068, 632]
symbol-explanation: P5: Šiame gaminyje yra šviesos šaltinis, kurio energijos vartojimo efektyvumo klasė yra <D>	[1089, 1878, 1467, 1890]
section-paragraph: Да се консервира при изключено захранване и след охлаждане на продукта. Да се почиства само с деликатни и сухи тъкани. Да не се използват химически почистващи средства. Да не се закрива продукта. Да се осигури свободен достъп на въздуха. Продуктът може да се нагрее до повишена температура. Продукт с несменяеми източник на светлината тип диода/диоди LED. В случай на нарушение на източника на светлината, продукта не става за поправяне. ВНИМАНИЕ! Не се заглеждайте в светлината на диода / диоди LED. Да се захранва продукта само с номиналното напрежение, съответно според посочения по-горе обхват на напрежения. Да не се използва продукта на място, където има неблагоприятни атмосферни условия, като прах, вода, влага, вибрации и др.	[555, 1272, 1068, 1351]
section-paragraph: Да се използва продукта вътре в помещенията.	[555, 1248, 761, 1259]
section-heading: MONTAVIMAS	[1089, 1638, 1151, 1650]
symbol-explanation: P24: Товар відповідає вимогам нормативних документів, що застосовуються на території Великобританії.	[1089, 1374, 1544, 1386]
symbol-explanation: P11: Apsauga nuo kietų kūnų didesnių negu 12mm.	[1089, 1958, 1300, 1969]
symbol-explanation: P8: Цветна температура.	[555, 1453, 663, 1465]
symbol-explanation: P21: Изделие непригодно для прикрытия термоизоляционным материалом.	[1089, 554, 1417, 565]
symbol-explanation: P17: Символ обозначает возможность установки и использования изделия в/на основании из обычного сгораемого материала.	[1089, 474, 1586, 497]
symbol-explanation: P7: Коэффициент цветопередачи.	[1089, 338, 1236, 350]
section-paragraph: Proizvod namenjen notranji uporabi.	[555, 540, 704, 552]
section-paragraph: A termék felhasználható háztartásban és az általános rendeltetésű megvilágításhoz.	[21, 884, 366, 896]
section-paragraph: Modificări tehnice rezervate. Înainte de a trece pentru instalarea citeşte instrucţiunea. Persoană de instalare ar trebui să fie cu autoritatea competentă. Orice acţiune face după oprirea alimentării. Trebuie făcută atenţia mare. Schematică montajului: a se vedea ilustraţii. Înainte de prima utilizare, asiguraţi-vă că o conexiune buna de montare mecanice şi electrice. Produsul poate fi conectat la reţea, care să corespundă standardelor de calitate definite de legislaţia de energie.	[21, 1649, 534, 1694]
section-paragraph: Недотримання рекомендацій даної інструкції може спричинити, напр., пожежу, опіки, ураження електричним струмом, тілесні травми та завдати іншої матеріальної і нематеріальної шкоди. Додаткову інформацію щодо продуктів торгової марки Kanlux можна отримати на сайті www.kanlux.com. Kanlux SA не несе відповідальності за наслідки недотримання рекомендацій даної інструкції. Компанія Kanlux SA залишає за собою право вносити зміни в інструкцію - поточна версія для скачування на сайті www.kanlux.com.	[1089, 1534, 1602, 1590]
symbol-explanation: P3: Nominalusis šviesos srautas.	[1089, 1856, 1226, 1868]
symbol-explanation: P1b: Номинальный ток. Электропитание.	[1089, 271, 1266, 283]
section-heading: FUNKCIONALNI ZNAČAJI	[555, 529, 668, 541]
symbol-explanation: P4: Uvedený svetelný tok sa vzťahuje k použitému svetelnému zdroju (modulu LED).	[21, 383, 368, 394]
section-paragraph: Karbantartást a kikapcsolt feszültségnél, a termék lehűlése után kell végezni. Tisztítás kizárólag finom és száraz textilruhával végezhető. Tilos a vegyi tisztítószerek használata. A terméket lefedni tilos. Biztosítsa a levegő szabad áramlását a terméknek. A termék felhevülhet magasabb hőmérsékletre. A LED dióda/diódák típusú, nem kicserélhető fényforrással felszerelt termék. A fényforrás meghibásodása esetén a termék javításra nem alkalmas. FIGYELEM! A LED dióda / diódák fénysugarát mozdulás beleg nézni közvetlenül bele. A terméket kizárólag névleges feszültséggel vagy a megadott feszültségek körével táplálható. A termék kedvezőtlen - por, víz, pára, rezgések stb. - környezetben nem használható.	[21, 1000, 534, 1067]
symbol-explanation: P10: Apsauga nuo kietų kūnų didesnių negu 1,0mm. Apsauga nuo vandens purslų.	[1089, 1946, 1428, 1958]
symbol-explanation: P6: Номінальна тривалість.	[1089, 1125, 1207, 1137]
symbol-explanation: P25: A termék megfelel az Ukrajnában alkalmazandó műszaki előírások követelményeinek.	[21, 1395, 394, 1407]
symbol-explanation: P6: Номинальная прочность.	[1089, 328, 1214, 339]
column-1	[21, 15, 534, 2286]
section-heading: МОНТАЖ	[1089, 875, 1131, 886]
symbol-explanation: P11: Zaščita pred trdimi telesi o velikosti večji kot 12mm.	[555, 768, 787, 779]
symbol-explanation: P2: Номинальная мощность.	[1089, 283, 1213, 294]
language-section	[555, 15, 1068, 423]
section-heading: MONTÁŽ	[21, 166, 62, 177]
section-paragraph: Ne folosirea recomandărilor din acest ghidul poate duce la crearea unui astfel de incendiu, arsuri, un şoc electric, leziuni fizice şi alte daune materiale şi nematerale. Informaţii suplimentare despre produsele de marcă Kanlux sunt disponibile la: www.kanlux.com. Kanlux SA nu este responsabil pentru orice consecinţele care rezultă din nepăstrarea recomandărilor din acest manual. Compania Kanlux SA îşi rezervă dreptul de introducere a modificărilor în instrucţiune - versiunea actuală poate fi descărcată de pe pagina: www.kanlux.com.	[555, 366, 1068, 423]
symbol-explanation: P11: Защита среды твердых тела големи над 12мм.	[1089, 395, 1312, 407]
symbol-explanation: P6: Nominalioji veikimo trukmė.	[1089, 1890, 1219, 1902]
section-paragraph: Nedodržiavanie pokynov tohto návodu môže viesť napr. k vzniku požiaru, opareniu, úrazu elektrickým prúdom, telesným úrazom a ďalším hmotným a nehmotným škodám. Dodatočné informácie o výrobkoch značky Kanlux sú dostupné na: www.kanlux.com. Kanlux SA Nenesie zodpovednosť za následky vyplývajúce z nepodriadenia sa pokynom tohto návodu. Firma Kanlux SA si vyhradzuje právo zavádzať do návodu zmeny - aktuálnu verziu je možné si stiahnuť zo stránok www.kanlux.com.	[21, 792, 534, 849]
section-paragraph: Технічні зміни вимагають згоди виробника. Перед початком монтажу необхідно ознайомитися з інструкцією. Монтаж повинен виконуватися особою з відповідними компетенціями. Всі операції повинні проводитися при відімкненому живленні. Необхідно бути особливо обережним. Схема монтажу: див. ілюстрацію. Перед першим використанням необхідно переконатися, що механічний монтаж і електричне підключення здійснені правильно. Виріб можна включати у мережу живлення, що відповідає стандартам щодо енергії, визначеним відповідним законодавством.	[1089, 885, 1602, 942]
symbol-explanation: P4: Указанный световой поток относится к используемому источнику света (светодиодному модулю).	[1089, 305, 1525, 316]
symbol-explanation: P11: Защита срещу твърди тела големи над 12мм.	[555, 1499, 773, 1510]
section-heading: УСТАНОВКА	[1089, 54, 1147, 66]
section-heading: NAVODILA ZA RAVNANJE / VZDRŽEVANJE.	[555, 553, 747, 564]
symbol-explanation: P19: 3. razred. Pomeni, da zaščita pred električnim tokom temelji na zelo nizki varni napetosti (SELV), brez rizika nastajanja napetosti večje kot varna.	[555, 870, 1062, 892]
symbol-explanation: P20: Potrdilo o skladnosti kakovosti proizvodnje s standardi, ki so potrjeni na območju carinske unije.	[555, 892, 968, 904]
symbol-explanation: P1b: Nazivni tok. Napajalni tok.	[555, 655, 684, 666]
section-heading: РЕКОМЕНДАЦІЇ ЩОДО ЕКСПЛУАТАЦІЇ / ОБСЛУГОВУВАННЯ	[1089, 966, 1360, 978]
symbol-explanation: P1: Nazivna napetost, frekvenca.	[555, 644, 691, 656]
symbol-explanation: P13: Označitev pomeni minimalno oddaljenost, ki jo mora imeti svetilo (svir svetlobe) od prostorov in objektov, ki so s tem svetilom osvetljeni.	[555, 791, 1052, 813]
section-paragraph: Виріб використовується всередині приміщень.	[1089, 955, 1288, 966]
section-paragraph: Műszaki változás fenntartva. A szerelés előtt olvassa el a szerelési útmutatót. A szerelést csak az erre jogosult személy végezheti. A szerelési valamennyi lépését kikapcsolt áram mellett kell végezni! A szerelés különös óvatosságot igényel! Telepítési leírás: Lásd: ábrák. Az első használat előtt ellenőrizze a mechanikus rögzítés és az elektromos összekötés megfelelőségét. A termék kapcsolható a jogszabályban meghatározott minőségi követelményeknek megfelelő áramhálózathoz.	[21, 907, 534, 964]
symbol-explanation: P4: Спецификния интензитет на светлината отговаря на източника на светлина ( LED МОДУЛ ) който се използва.	[555, 1408, 1048, 1419]
language-code: HU	[21, 859, 37, 872]
symbol-explanation: P9: Клас II. Виріб, у якому для захисту від ураження електричним струмом, окрім основної ізоляції, використовується подвійна або посилена ізоляція.	[1089, 1159, 1594, 1182]
language-section	[555, 435, 1068, 1120]
section-heading: RECOMANDĂRILE DE OPERARE / INTREŢINERE	[21, 1718, 237, 1730]
symbol-explanation: P19: Trieda III. Výrobok, v ktorom ochrana proti úrazu elektrickým prúdom spočíva v napájaní ho velmi nízkym bezpečným napätím (SELV) bez nebezpečenstva vzniku napätí vyšších než bezpečné.	[21, 575, 523, 598]
section-paragraph: A jelen útmutató figyelmen kívül hagyása a tűz, áramütés, égés, testi sérülés és egyéb anyagi és nem anyagi kár veszélyével jár. További információ a Kanlux termékeiről a www.kanlux.com weboldalon kaphatók. Kanlux SA nem vállal felelősséget a jelen útmutató figyelmen kívül hagyásának az eredményeiért. A Kanlux SA fenntartja az utasítás módosításának jogát - az aktuális verzió a www.kanlux.com oldalról tölthető le.	[21, 1545, 534, 1590]
section-paragraph: Draudžiama daryti techninius pakeitimus. Prieš pradėdami montuoti susipažinkite su instrukcija. Montavimą turi atlikti asmuo turintis atitinkamus įgaliojimus. Visi darbai turi būti atliekami atjungus maitinimą. Būtinas ypatingas atsargumas. Montavimo schema: žiūrėk iliustracijas. Prieš pirmą pradėdami naudoti įsitikinkite, kad gaminys yra taisyklingai mechaniškai sumontuotas ir taisyklingai prijungtas prie elektros instaliacijos. Gaminį galima prijungti prie maitinimo tinklo, kuris atitinka teisės aktais patvirtintus energinius kokybės standartus.	[1089, 1650, 1602, 1707]
symbol-explanation: P21: Виріб не пристосований для покриття термоізоляційним матеріалом.	[1089, 1340, 1408, 1352]
symbol-explanation: P3: Fluxul de lumina nominal.	[21, 1844, 143, 1855]
symbol-explanation: P5: Tento produkt obsahuje svetelný zdroj s triedou energetickej účinnosti <D>	[21, 394, 343, 406]
symbol-explanation: P5: Цей продукт містить джерело світла класу енергоефективності <D>	[1089, 1114, 1397, 1125]
section-paragraph: Proizvod namenjen hišni in splošni uporabi.	[555, 459, 734, 471]
symbol-explanation: P2: Névleges teljesítmény.	[21, 1102, 130, 1114]
symbol-explanation: P16: Угол освещения.	[1089, 463, 1183, 474]
language-code: UA	[1089, 838, 1104, 851]
symbol-explanation: P7: Koeficient oddajanja barv.	[555, 722, 678, 734]
